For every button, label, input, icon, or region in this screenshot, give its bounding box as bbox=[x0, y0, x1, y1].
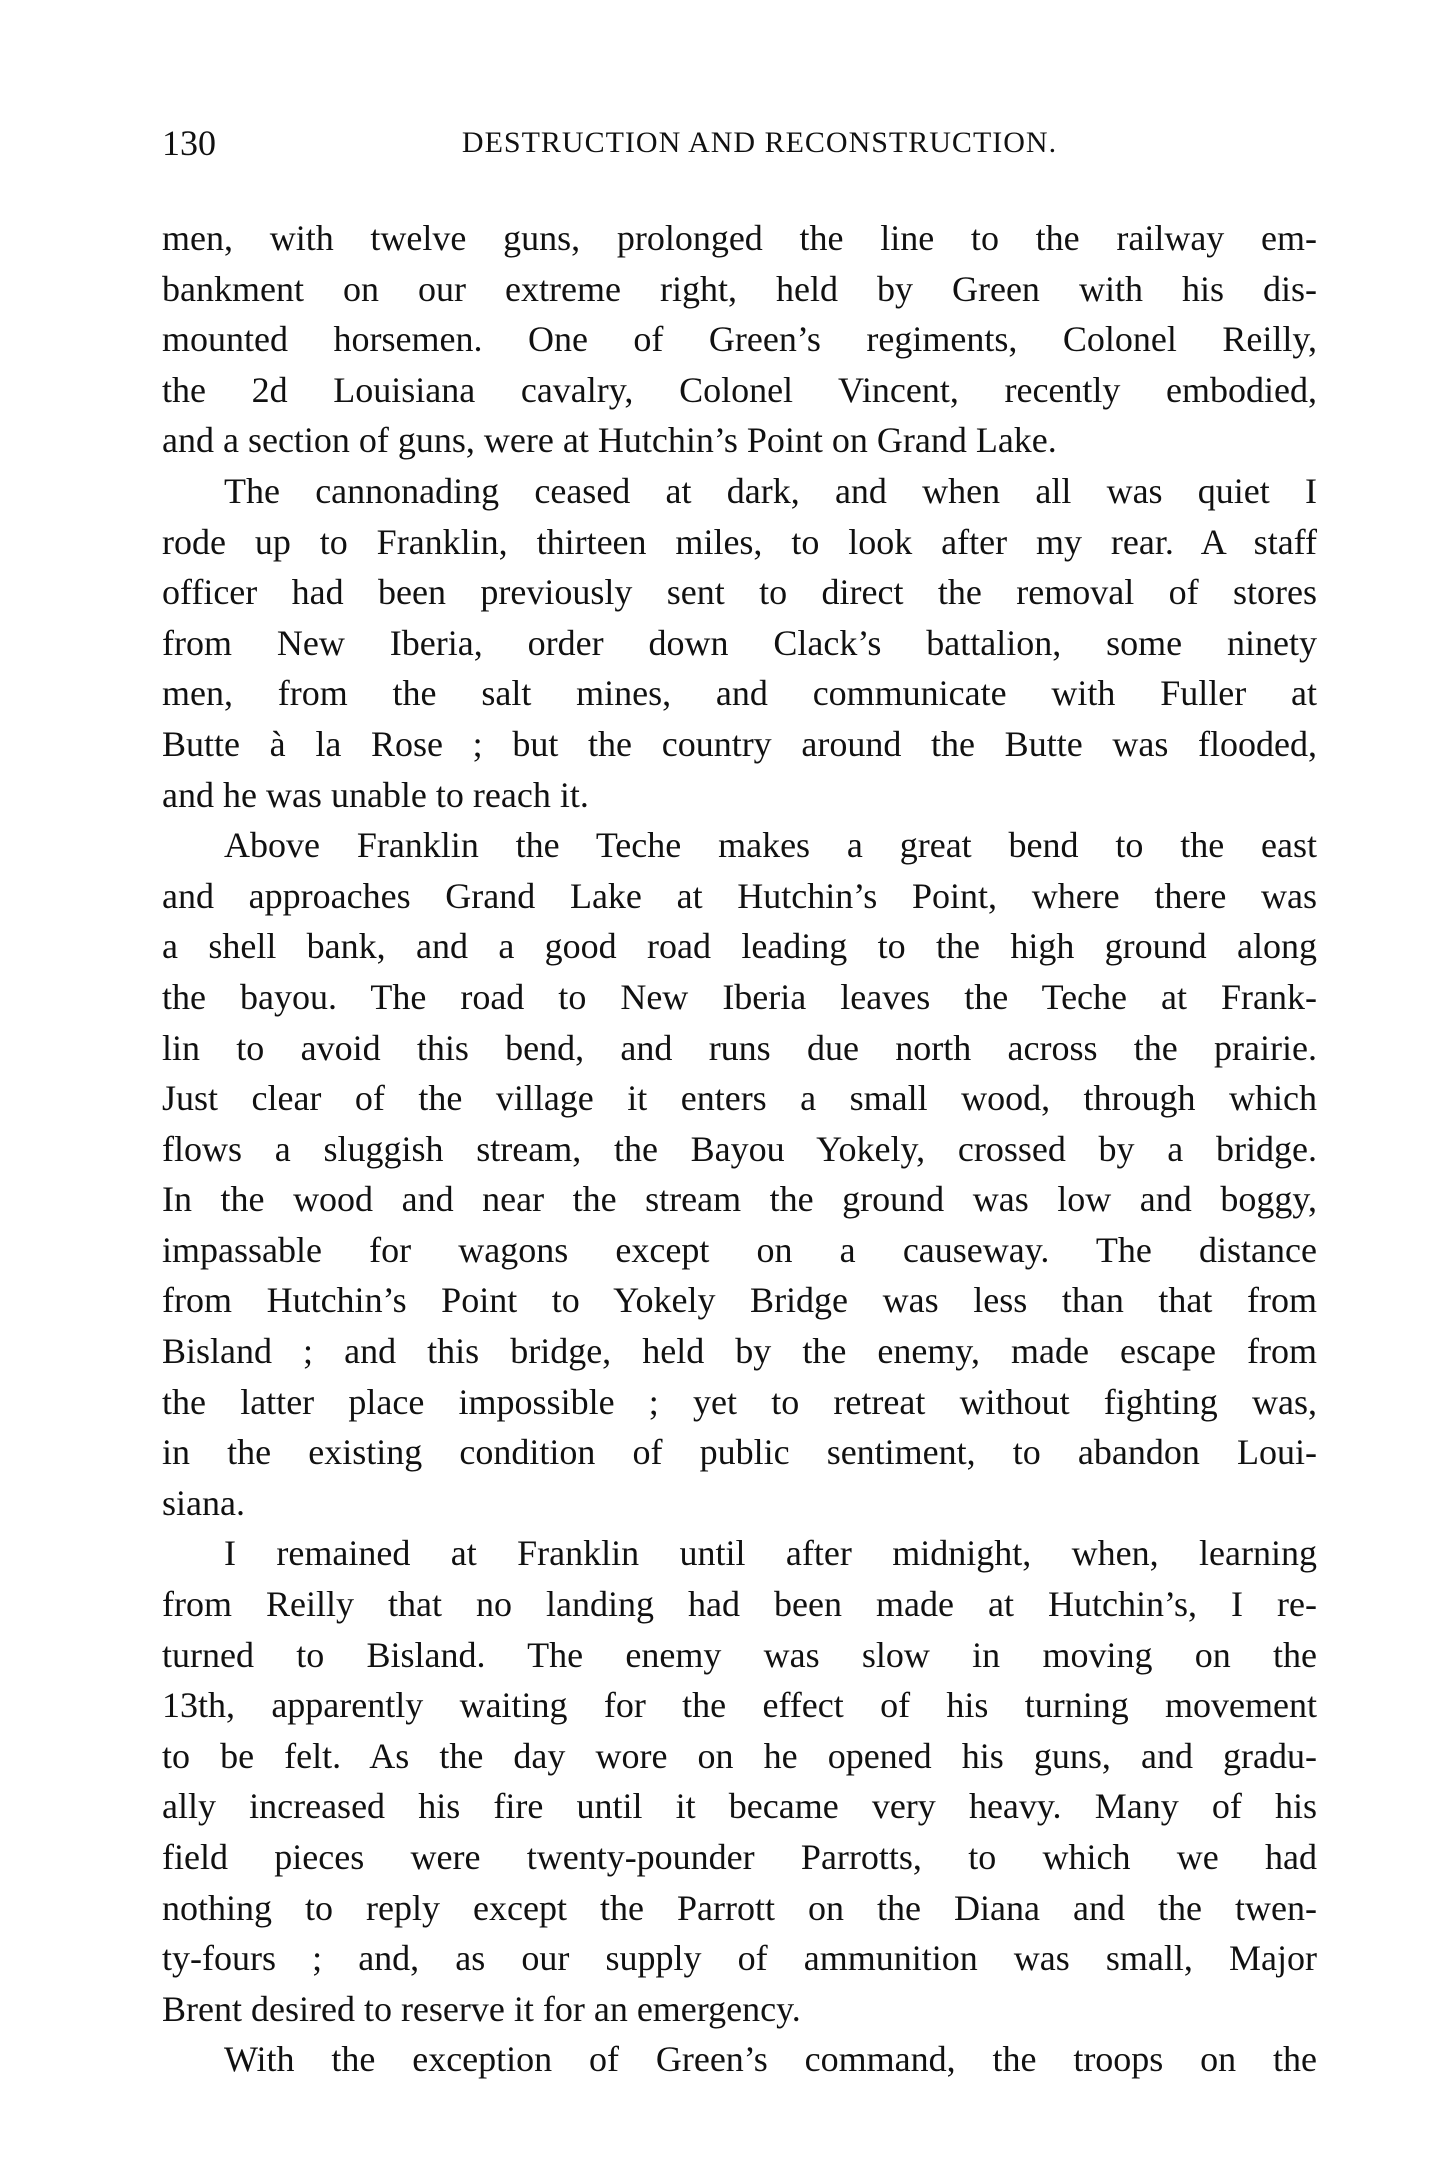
running-title: DESTRUCTION AND RECONSTRUCTION. bbox=[461, 126, 1058, 159]
text-line: turned to Bisland. The enemy was slow in moving on the bbox=[162, 1634, 1317, 1675]
text-line: impassable for wagons except on a causeway. The distance bbox=[162, 1229, 1317, 1270]
text-line: Brent desired to reserve it for an emergency. bbox=[162, 1988, 801, 2029]
text-line: nothing to reply except the Parrott on the Diana and the twen- bbox=[162, 1887, 1317, 1928]
text-line: and a section of guns, were at Hutchin’s Point on Grand Lake. bbox=[162, 420, 1057, 461]
text-line: in the existing condition of public sentiment, to abandon Loui- bbox=[162, 1432, 1317, 1473]
text-line: the 2d Louisiana cavalry, Colonel Vincent, recently embodied, bbox=[162, 369, 1317, 410]
text-line: With the exception of Green’s command, the troops on the bbox=[224, 2039, 1317, 2080]
text-line: men, with twelve guns, prolonged the line to the railway em- bbox=[162, 218, 1317, 258]
text-line: Bisland ; and this bridge, held by the enemy, made escape from bbox=[162, 1331, 1317, 1372]
text-line: rode up to Franklin, thirteen miles, to look after my rear. A staff bbox=[162, 521, 1317, 562]
text-line: and approaches Grand Lake at Hutchin’s Point, where there was bbox=[162, 875, 1317, 916]
page-header bbox=[162, 118, 1317, 168]
text-line: from New Iberia, order down Clack’s battalion, some ninety bbox=[162, 622, 1317, 663]
paragraph bbox=[162, 213, 1317, 466]
text-line: flows a sluggish stream, the Bayou Yokely, crossed by a bridge. bbox=[162, 1128, 1317, 1169]
paragraph bbox=[162, 1528, 1317, 2034]
text-line: mounted horsemen. One of Green’s regiments, Colonel Reilly, bbox=[162, 319, 1317, 360]
text-line: Above Franklin the Teche makes a great bend to the east bbox=[224, 825, 1317, 866]
text-line: The cannonading ceased at dark, and when all was quiet I bbox=[224, 470, 1317, 511]
body-text bbox=[162, 213, 1317, 2085]
page-number: 130 bbox=[162, 123, 216, 163]
text-line: lin to avoid this bend, and runs due north across the prairie. bbox=[162, 1027, 1317, 1068]
text-line: to be felt. As the day wore on he opened his guns, and gradu- bbox=[162, 1735, 1317, 1776]
text-line: ally increased his fire until it became very heavy. Many of his bbox=[162, 1786, 1317, 1827]
paragraph bbox=[162, 820, 1317, 1528]
text-line: from Reilly that no landing had been made at Hutchin’s, I re- bbox=[162, 1584, 1317, 1625]
text-line: officer had been previously sent to direct the removal of stores bbox=[162, 572, 1317, 613]
text-line: Just clear of the village it enters a small wood, through which bbox=[162, 1078, 1317, 1119]
text-line: the latter place impossible ; yet to retreat without fighting was, bbox=[162, 1381, 1317, 1422]
paragraph bbox=[162, 2034, 1317, 2085]
text-line: field pieces were twenty-pounder Parrotts, to which we had bbox=[162, 1837, 1317, 1877]
text-line: and he was unable to reach it. bbox=[162, 774, 589, 815]
text-line: from Hutchin’s Point to Yokely Bridge was less than that from bbox=[162, 1280, 1317, 1321]
text-line: bankment on our extreme right, held by Green with his dis- bbox=[162, 268, 1317, 309]
text-line: Butte à la Rose ; but the country around the Butte was flooded, bbox=[162, 723, 1317, 764]
text-line: siana. bbox=[162, 1482, 245, 1523]
paragraph bbox=[162, 466, 1317, 820]
text-line: In the wood and near the stream the ground was low and boggy, bbox=[162, 1179, 1317, 1220]
text-line: men, from the salt mines, and communicate with Fuller at bbox=[162, 673, 1317, 714]
text-line: 13th, apparently waiting for the effect of his turning movement bbox=[162, 1685, 1317, 1726]
text-line: a shell bank, and a good road leading to the high ground along bbox=[162, 926, 1317, 967]
text-line: the bayou. The road to New Iberia leaves the Teche at Frank- bbox=[162, 976, 1317, 1017]
text-line: I remained at Franklin until after midnight, when, learning bbox=[224, 1533, 1317, 1574]
text-line: ty-fours ; and, as our supply of ammunition was small, Major bbox=[162, 1938, 1317, 1979]
